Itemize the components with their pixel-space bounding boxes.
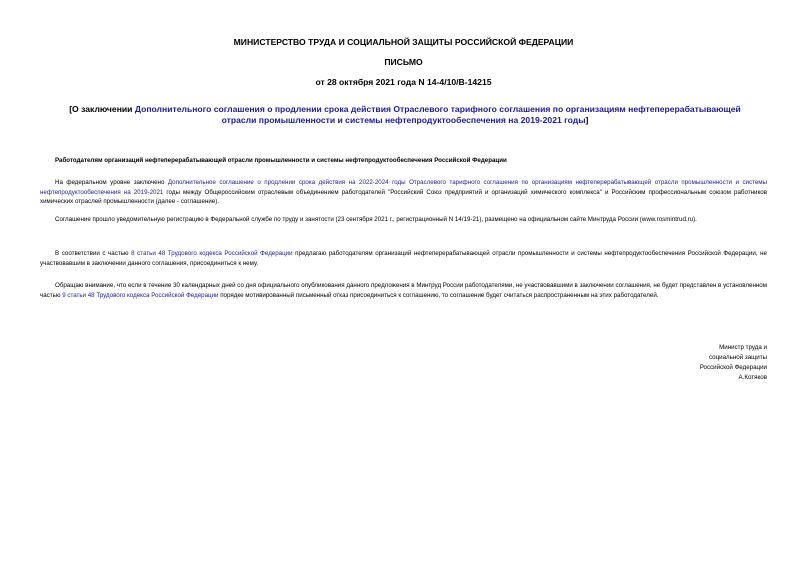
paragraph-notice: [40, 281, 767, 300]
subject-agreement-link[interactable]: Дополнительного соглашения о продлении срока действия Отраслевого тарифного соглашения по организациям нефтеперерабатывающей отрасли промышленности и системы нефтепродуктообеспечения на 2019-2021 годы: [134, 104, 741, 125]
p3-text-after: предлагаю работодателям организаций нефтеперерабатывающей отрасли промышленности и системы нефтепродуктообеспечения Российской Федерации, не участвовавшим в заключении данного соглашения, присоединиться к нему.: [40, 250, 767, 267]
p3-text-before: В соответствии с частью: [55, 250, 132, 257]
signature-block: [700, 343, 767, 383]
signature-title-line-3: Российской Федерации: [699, 364, 767, 371]
subject-open-bracket: [О заключении: [69, 104, 135, 114]
paragraph-agreement-concluded: [40, 178, 767, 207]
p1-text-before: На федеральном уровне заключено: [55, 179, 168, 186]
signature-title-line-2: социальной защиты: [708, 354, 767, 361]
p1-text-after: годы между Общероссийским отраслевым объединением работодателей "Российский Союз предприятий и организаций химического комплекса" и Российским профессиональным союзом работников химических отраслей промышленности (далее - соглашение).: [40, 188, 767, 206]
signature-title-line-1: Министр труда и: [719, 344, 767, 351]
date-number-heading: от 28 октября 2021 года N 14-4/10/В-14215: [315, 77, 492, 87]
document-subject: [60, 104, 750, 126]
addressee: Работодателям организаций нефтеперерабатывающей отрасли промышленности и системы нефтепродуктообеспечения Российской Федерации: [55, 157, 507, 164]
p1-agreement-link[interactable]: Дополнительное соглашение о продлении срока действия на 2022-2024 годы Отраслевого тарифного соглашения по организациям нефтеперерабатывающей отрасли промышленности и системы нефтепродуктообеспечения на 2019-2021: [40, 179, 767, 196]
p4-text-after: порядке мотивированный письменный отказ присоединиться к соглашению, то соглашение будет считаться распространенным на этих работодателей.: [218, 291, 659, 299]
p3-labor-code-link[interactable]: 8 статьи 48 Трудового кодекса Российской Федерации: [131, 250, 293, 257]
p4-text-before: Обращаю внимание, что если в течение 30 календарных дней со дня официального опубликования данного предложения в Минтруд России работодателями, не участвовавшими в заключении соглашения, не будет представлен в установленном частью: [40, 282, 767, 299]
document-type-heading: ПИСЬМО: [384, 57, 423, 67]
ministry-heading: МИНИСТЕРСТВО ТРУДА И СОЦИАЛЬНОЙ ЗАЩИТЫ РОССИЙСКОЙ ФЕДЕРАЦИИ: [233, 37, 574, 47]
signatory-name: А.Котяков: [738, 374, 767, 381]
p2-text: Соглашение прошло уведомительную регистрацию в Федеральной службе по труду и занятости (23 сентября 2021 г., регистрационный N 14/19-21), размещено на официальном сайте Минтруда России (www.rosmintrud.ru).: [55, 216, 697, 223]
p4-labor-code-link[interactable]: 9 статьи 48 Трудового кодекса Российской Федерации: [62, 291, 219, 299]
subject-close-bracket: ]: [585, 115, 589, 125]
paragraph-registration: [40, 215, 767, 225]
paragraph-proposal: [40, 249, 767, 268]
